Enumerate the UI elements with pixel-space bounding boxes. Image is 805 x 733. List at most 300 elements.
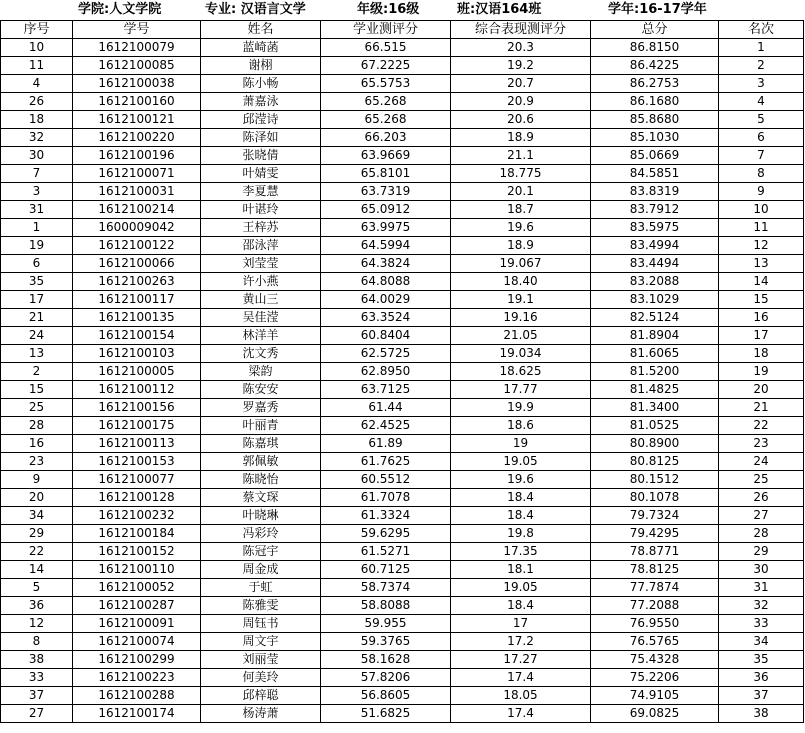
cell-name: 张晓倩 <box>201 147 321 165</box>
cell-rank: 13 <box>719 255 804 273</box>
table-row <box>1 363 804 381</box>
table-row <box>1 165 804 183</box>
cell-academic-score: 51.6825 <box>321 705 451 723</box>
cell-seq: 13 <box>1 345 73 363</box>
cell-rank: 25 <box>719 471 804 489</box>
cell-name: 陈安安 <box>201 381 321 399</box>
cell-student-id: 1612100112 <box>73 381 201 399</box>
cell-academic-score: 65.8101 <box>321 165 451 183</box>
cell-seq: 37 <box>1 687 73 705</box>
col-header-total: 总分 <box>591 21 719 39</box>
cell-academic-score: 60.7125 <box>321 561 451 579</box>
cell-seq: 11 <box>1 57 73 75</box>
cell-name: 叶婧雯 <box>201 165 321 183</box>
cell-academic-score: 60.8404 <box>321 327 451 345</box>
cell-name: 许小燕 <box>201 273 321 291</box>
cell-total: 80.1078 <box>591 489 719 507</box>
cell-student-id: 1612100128 <box>73 489 201 507</box>
cell-seq: 35 <box>1 273 73 291</box>
cell-seq: 31 <box>1 201 73 219</box>
cell-student-id: 1612100214 <box>73 201 201 219</box>
cell-rank: 33 <box>719 615 804 633</box>
cell-name: 周钰书 <box>201 615 321 633</box>
cell-total: 83.8319 <box>591 183 719 201</box>
cell-rank: 19 <box>719 363 804 381</box>
cell-performance-score: 17.4 <box>451 705 591 723</box>
cell-performance-score: 18.1 <box>451 561 591 579</box>
cell-academic-score: 65.268 <box>321 111 451 129</box>
cell-performance-score: 17.35 <box>451 543 591 561</box>
cell-rank: 18 <box>719 345 804 363</box>
cell-seq: 18 <box>1 111 73 129</box>
sheet-header <box>0 0 805 20</box>
cell-student-id: 1612100196 <box>73 147 201 165</box>
cell-seq: 36 <box>1 597 73 615</box>
cell-name: 罗嘉秀 <box>201 399 321 417</box>
cell-name: 于虹 <box>201 579 321 597</box>
cell-student-id: 1612100110 <box>73 561 201 579</box>
cell-rank: 17 <box>719 327 804 345</box>
table-row <box>1 669 804 687</box>
table-row <box>1 309 804 327</box>
cell-student-id: 1612100160 <box>73 93 201 111</box>
cell-name: 杨涛萧 <box>201 705 321 723</box>
cell-rank: 12 <box>719 237 804 255</box>
cell-performance-score: 19.2 <box>451 57 591 75</box>
cell-total: 82.5124 <box>591 309 719 327</box>
cell-student-id: 1612100077 <box>73 471 201 489</box>
cell-rank: 29 <box>719 543 804 561</box>
table-row <box>1 237 804 255</box>
cell-performance-score: 19 <box>451 435 591 453</box>
cell-rank: 6 <box>719 129 804 147</box>
cell-academic-score: 60.5512 <box>321 471 451 489</box>
cell-total: 86.1680 <box>591 93 719 111</box>
cell-performance-score: 20.1 <box>451 183 591 201</box>
class-label: 班:汉语164班 <box>457 2 542 17</box>
cell-total: 85.1030 <box>591 129 719 147</box>
cell-performance-score: 19.05 <box>451 453 591 471</box>
cell-name: 冯彩玲 <box>201 525 321 543</box>
table-row <box>1 507 804 525</box>
cell-seq: 4 <box>1 75 73 93</box>
header-row <box>1 21 804 39</box>
cell-name: 陈雅雯 <box>201 597 321 615</box>
cell-total: 80.8125 <box>591 453 719 471</box>
cell-total: 81.0525 <box>591 417 719 435</box>
table-row <box>1 201 804 219</box>
table-row <box>1 255 804 273</box>
cell-total: 86.2753 <box>591 75 719 93</box>
cell-total: 83.1029 <box>591 291 719 309</box>
cell-total: 86.8150 <box>591 39 719 57</box>
cell-seq: 14 <box>1 561 73 579</box>
cell-total: 84.5851 <box>591 165 719 183</box>
cell-student-id: 1612100091 <box>73 615 201 633</box>
cell-total: 77.7874 <box>591 579 719 597</box>
cell-rank: 38 <box>719 705 804 723</box>
cell-academic-score: 58.8088 <box>321 597 451 615</box>
cell-performance-score: 19.16 <box>451 309 591 327</box>
cell-total: 75.4328 <box>591 651 719 669</box>
cell-name: 刘莹莹 <box>201 255 321 273</box>
cell-rank: 10 <box>719 201 804 219</box>
cell-academic-score: 62.8950 <box>321 363 451 381</box>
cell-seq: 28 <box>1 417 73 435</box>
cell-academic-score: 61.44 <box>321 399 451 417</box>
cell-total: 77.2088 <box>591 597 719 615</box>
cell-seq: 10 <box>1 39 73 57</box>
cell-total: 75.2206 <box>591 669 719 687</box>
cell-performance-score: 17.2 <box>451 633 591 651</box>
cell-name: 李夏慧 <box>201 183 321 201</box>
cell-student-id: 1612100287 <box>73 597 201 615</box>
cell-student-id: 1612100184 <box>73 525 201 543</box>
cell-seq: 15 <box>1 381 73 399</box>
table-row <box>1 561 804 579</box>
cell-seq: 34 <box>1 507 73 525</box>
cell-rank: 36 <box>719 669 804 687</box>
cell-seq: 12 <box>1 615 73 633</box>
cell-seq: 9 <box>1 471 73 489</box>
cell-student-id: 1612100263 <box>73 273 201 291</box>
cell-total: 69.0825 <box>591 705 719 723</box>
table-row <box>1 615 804 633</box>
cell-student-id: 1612100052 <box>73 579 201 597</box>
cell-name: 萧嘉泳 <box>201 93 321 111</box>
grade-label: 年级:16级 <box>357 2 420 17</box>
table-row <box>1 75 804 93</box>
cell-student-id: 1612100220 <box>73 129 201 147</box>
cell-total: 81.4825 <box>591 381 719 399</box>
cell-total: 74.9105 <box>591 687 719 705</box>
cell-academic-score: 57.8206 <box>321 669 451 687</box>
cell-academic-score: 58.7374 <box>321 579 451 597</box>
cell-performance-score: 18.9 <box>451 129 591 147</box>
cell-total: 79.7324 <box>591 507 719 525</box>
college-label: 学院:人文学院 <box>78 2 162 17</box>
table-row <box>1 471 804 489</box>
cell-name: 周文宇 <box>201 633 321 651</box>
cell-name: 邱滢诗 <box>201 111 321 129</box>
year-label: 学年:16-17学年 <box>608 2 707 17</box>
table-row <box>1 435 804 453</box>
cell-performance-score: 18.775 <box>451 165 591 183</box>
cell-rank: 31 <box>719 579 804 597</box>
cell-rank: 26 <box>719 489 804 507</box>
cell-academic-score: 64.5994 <box>321 237 451 255</box>
cell-performance-score: 18.4 <box>451 507 591 525</box>
cell-seq: 21 <box>1 309 73 327</box>
table-row <box>1 705 804 723</box>
cell-total: 86.4225 <box>591 57 719 75</box>
table-row <box>1 93 804 111</box>
cell-student-id: 1612100085 <box>73 57 201 75</box>
score-table <box>0 20 804 723</box>
cell-seq: 25 <box>1 399 73 417</box>
cell-academic-score: 65.0912 <box>321 201 451 219</box>
cell-name: 吴佳滢 <box>201 309 321 327</box>
cell-name: 沈文秀 <box>201 345 321 363</box>
cell-student-id: 1612100117 <box>73 291 201 309</box>
col-header-performance-score: 综合表现测评分 <box>451 21 591 39</box>
cell-performance-score: 18.4 <box>451 597 591 615</box>
cell-performance-score: 19.9 <box>451 399 591 417</box>
cell-academic-score: 63.9975 <box>321 219 451 237</box>
cell-performance-score: 19.6 <box>451 219 591 237</box>
cell-academic-score: 63.3524 <box>321 309 451 327</box>
cell-performance-score: 18.40 <box>451 273 591 291</box>
cell-name: 周金成 <box>201 561 321 579</box>
cell-total: 83.7912 <box>591 201 719 219</box>
cell-name: 陈晓怡 <box>201 471 321 489</box>
cell-rank: 8 <box>719 165 804 183</box>
cell-seq: 2 <box>1 363 73 381</box>
cell-name: 叶丽青 <box>201 417 321 435</box>
cell-seq: 38 <box>1 651 73 669</box>
cell-total: 76.9550 <box>591 615 719 633</box>
cell-total: 85.0669 <box>591 147 719 165</box>
table-row <box>1 183 804 201</box>
cell-seq: 26 <box>1 93 73 111</box>
cell-academic-score: 61.7078 <box>321 489 451 507</box>
table-row <box>1 399 804 417</box>
cell-name: 蔡文琛 <box>201 489 321 507</box>
table-row <box>1 525 804 543</box>
col-header-rank: 名次 <box>719 21 804 39</box>
cell-name: 陈泽如 <box>201 129 321 147</box>
cell-performance-score: 17.27 <box>451 651 591 669</box>
cell-name: 陈嘉琪 <box>201 435 321 453</box>
cell-academic-score: 65.268 <box>321 93 451 111</box>
table-row <box>1 345 804 363</box>
cell-academic-score: 64.3824 <box>321 255 451 273</box>
table-row <box>1 687 804 705</box>
cell-student-id: 1612100223 <box>73 669 201 687</box>
cell-total: 81.8904 <box>591 327 719 345</box>
cell-rank: 7 <box>719 147 804 165</box>
cell-seq: 3 <box>1 183 73 201</box>
cell-academic-score: 61.3324 <box>321 507 451 525</box>
cell-rank: 9 <box>719 183 804 201</box>
cell-total: 85.8680 <box>591 111 719 129</box>
table-row <box>1 327 804 345</box>
cell-student-id: 1612100232 <box>73 507 201 525</box>
cell-academic-score: 66.515 <box>321 39 451 57</box>
cell-name: 陈冠宇 <box>201 543 321 561</box>
cell-total: 83.2088 <box>591 273 719 291</box>
cell-name: 郭佩敏 <box>201 453 321 471</box>
cell-academic-score: 59.6295 <box>321 525 451 543</box>
cell-name: 王梓苏 <box>201 219 321 237</box>
cell-performance-score: 19.034 <box>451 345 591 363</box>
cell-performance-score: 18.7 <box>451 201 591 219</box>
cell-rank: 28 <box>719 525 804 543</box>
cell-seq: 16 <box>1 435 73 453</box>
cell-performance-score: 20.9 <box>451 93 591 111</box>
cell-total: 81.6065 <box>591 345 719 363</box>
cell-performance-score: 19.1 <box>451 291 591 309</box>
cell-performance-score: 18.4 <box>451 489 591 507</box>
cell-total: 78.8771 <box>591 543 719 561</box>
cell-seq: 24 <box>1 327 73 345</box>
cell-performance-score: 20.6 <box>451 111 591 129</box>
cell-performance-score: 18.6 <box>451 417 591 435</box>
cell-rank: 5 <box>719 111 804 129</box>
table-row <box>1 597 804 615</box>
table-row <box>1 147 804 165</box>
cell-name: 叶晓琳 <box>201 507 321 525</box>
cell-name: 梁韵 <box>201 363 321 381</box>
cell-seq: 17 <box>1 291 73 309</box>
table-row <box>1 57 804 75</box>
cell-total: 83.5975 <box>591 219 719 237</box>
cell-name: 叶谌玲 <box>201 201 321 219</box>
cell-performance-score: 17.4 <box>451 669 591 687</box>
cell-academic-score: 63.7319 <box>321 183 451 201</box>
cell-academic-score: 63.7125 <box>321 381 451 399</box>
cell-rank: 1 <box>719 39 804 57</box>
cell-rank: 14 <box>719 273 804 291</box>
cell-total: 80.1512 <box>591 471 719 489</box>
cell-student-id: 1612100005 <box>73 363 201 381</box>
table-row <box>1 39 804 57</box>
cell-seq: 5 <box>1 579 73 597</box>
cell-academic-score: 59.955 <box>321 615 451 633</box>
cell-student-id: 1612100135 <box>73 309 201 327</box>
cell-academic-score: 63.9669 <box>321 147 451 165</box>
cell-seq: 23 <box>1 453 73 471</box>
cell-rank: 21 <box>719 399 804 417</box>
cell-rank: 35 <box>719 651 804 669</box>
cell-name: 蓝崎菡 <box>201 39 321 57</box>
cell-student-id: 1612100038 <box>73 75 201 93</box>
col-header-name: 姓名 <box>201 21 321 39</box>
cell-student-id: 1612100154 <box>73 327 201 345</box>
cell-performance-score: 20.3 <box>451 39 591 57</box>
cell-name: 黄山三 <box>201 291 321 309</box>
table-row <box>1 489 804 507</box>
table-body <box>1 39 804 723</box>
cell-student-id: 1612100122 <box>73 237 201 255</box>
cell-total: 83.4994 <box>591 237 719 255</box>
cell-student-id: 1612100103 <box>73 345 201 363</box>
cell-seq: 32 <box>1 129 73 147</box>
cell-performance-score: 19.6 <box>451 471 591 489</box>
table-row <box>1 417 804 435</box>
cell-seq: 20 <box>1 489 73 507</box>
cell-name: 陈小畅 <box>201 75 321 93</box>
cell-name: 林洋羊 <box>201 327 321 345</box>
cell-student-id: 1612100152 <box>73 543 201 561</box>
cell-student-id: 1612100074 <box>73 633 201 651</box>
cell-academic-score: 64.0029 <box>321 291 451 309</box>
table-row <box>1 273 804 291</box>
cell-academic-score: 61.7625 <box>321 453 451 471</box>
cell-seq: 22 <box>1 543 73 561</box>
cell-performance-score: 18.05 <box>451 687 591 705</box>
cell-rank: 24 <box>719 453 804 471</box>
cell-performance-score: 17.77 <box>451 381 591 399</box>
cell-name: 邱梓聪 <box>201 687 321 705</box>
cell-performance-score: 18.9 <box>451 237 591 255</box>
cell-academic-score: 59.3765 <box>321 633 451 651</box>
cell-seq: 19 <box>1 237 73 255</box>
cell-total: 78.8125 <box>591 561 719 579</box>
col-header-student-id: 学号 <box>73 21 201 39</box>
cell-academic-score: 56.8605 <box>321 687 451 705</box>
cell-performance-score: 19.067 <box>451 255 591 273</box>
cell-performance-score: 21.1 <box>451 147 591 165</box>
cell-student-id: 1612100079 <box>73 39 201 57</box>
major-label: 专业: 汉语言文学 <box>205 2 306 17</box>
cell-name: 刘丽莹 <box>201 651 321 669</box>
table-row <box>1 111 804 129</box>
cell-academic-score: 58.1628 <box>321 651 451 669</box>
cell-seq: 27 <box>1 705 73 723</box>
cell-seq: 8 <box>1 633 73 651</box>
table-row <box>1 453 804 471</box>
cell-academic-score: 66.203 <box>321 129 451 147</box>
cell-seq: 29 <box>1 525 73 543</box>
table-row <box>1 129 804 147</box>
cell-rank: 22 <box>719 417 804 435</box>
cell-rank: 32 <box>719 597 804 615</box>
table-row <box>1 219 804 237</box>
cell-rank: 4 <box>719 93 804 111</box>
table-row <box>1 579 804 597</box>
cell-seq: 7 <box>1 165 73 183</box>
cell-rank: 15 <box>719 291 804 309</box>
cell-rank: 34 <box>719 633 804 651</box>
cell-performance-score: 19.8 <box>451 525 591 543</box>
table-row <box>1 543 804 561</box>
col-header-seq: 序号 <box>1 21 73 39</box>
cell-rank: 2 <box>719 57 804 75</box>
cell-seq: 1 <box>1 219 73 237</box>
cell-student-id: 1612100066 <box>73 255 201 273</box>
cell-total: 83.4494 <box>591 255 719 273</box>
cell-rank: 20 <box>719 381 804 399</box>
cell-academic-score: 61.5271 <box>321 543 451 561</box>
cell-academic-score: 67.2225 <box>321 57 451 75</box>
cell-seq: 30 <box>1 147 73 165</box>
cell-total: 79.4295 <box>591 525 719 543</box>
cell-seq: 6 <box>1 255 73 273</box>
cell-student-id: 1612100113 <box>73 435 201 453</box>
table-row <box>1 633 804 651</box>
cell-seq: 33 <box>1 669 73 687</box>
cell-student-id: 1612100288 <box>73 687 201 705</box>
cell-academic-score: 62.5725 <box>321 345 451 363</box>
cell-student-id: 1612100174 <box>73 705 201 723</box>
cell-performance-score: 20.7 <box>451 75 591 93</box>
cell-performance-score: 19.05 <box>451 579 591 597</box>
cell-rank: 23 <box>719 435 804 453</box>
table-row <box>1 381 804 399</box>
table-row <box>1 651 804 669</box>
cell-name: 邵泳萍 <box>201 237 321 255</box>
cell-student-id: 1612100031 <box>73 183 201 201</box>
cell-academic-score: 65.5753 <box>321 75 451 93</box>
cell-student-id: 1612100121 <box>73 111 201 129</box>
col-header-academic-score: 学业测评分 <box>321 21 451 39</box>
cell-student-id: 1612100153 <box>73 453 201 471</box>
cell-name: 何美玲 <box>201 669 321 687</box>
cell-rank: 37 <box>719 687 804 705</box>
cell-total: 81.3400 <box>591 399 719 417</box>
cell-total: 76.5765 <box>591 633 719 651</box>
